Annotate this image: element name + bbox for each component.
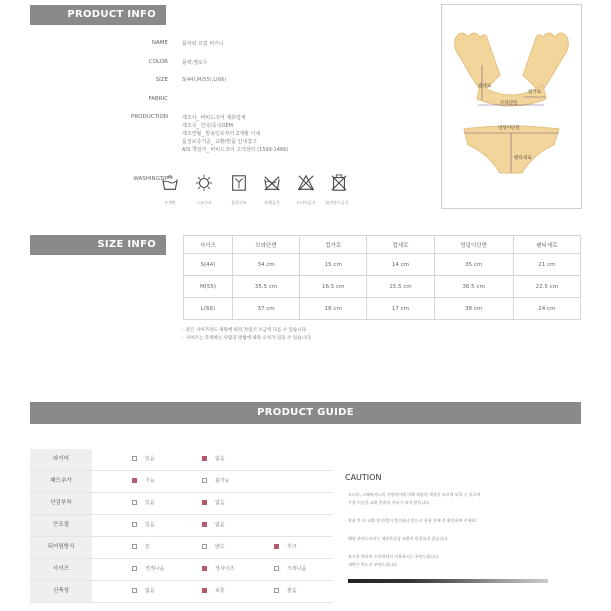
no-iron-icon	[297, 174, 315, 192]
guide-label: 와이어	[30, 449, 92, 470]
checkbox[interactable]	[132, 566, 137, 571]
checkbox-checked[interactable]	[274, 544, 279, 549]
guide-row-stretch	[30, 581, 332, 603]
checkbox[interactable]	[202, 478, 207, 483]
guide-option: 보통	[202, 588, 225, 595]
table-cell: L(66)	[184, 298, 233, 320]
color-label: COLOR	[148, 59, 168, 65]
guide-option: 후크	[274, 544, 297, 551]
guide-row-closure	[30, 537, 332, 559]
no-bleach-icon	[263, 174, 281, 192]
checkbox-checked[interactable]	[202, 588, 207, 593]
production-line: 제조연월_ 발송일로부터 2개월 이내	[182, 131, 261, 137]
fabric-label: FABRIC	[148, 96, 168, 102]
washing-caption: 그늘건조	[196, 200, 212, 205]
guide-row-wire	[30, 449, 332, 471]
table-cell: 34 cm	[232, 254, 299, 276]
guide-option: 있음	[132, 522, 155, 529]
size-table	[183, 235, 581, 320]
caution-gradient-bar	[348, 579, 548, 583]
diagram-label-right: 컵가로	[528, 90, 542, 95]
guide-row-strap	[30, 515, 332, 537]
checkbox[interactable]	[274, 588, 279, 593]
guide-label: 패드추가	[30, 471, 92, 492]
no-dryclean-icon	[330, 174, 348, 192]
size-info-header: SIZE INFO	[30, 235, 166, 255]
checkbox[interactable]	[274, 566, 279, 571]
table-cell: 15 cm	[300, 254, 367, 276]
production-line: 품질보증기준_ 교환/반품 안내참고	[182, 139, 257, 145]
table-cell: 36.5 cm	[434, 276, 513, 298]
table-row	[184, 298, 581, 320]
table-cell: 21 cm	[513, 254, 580, 276]
guide-label: 뒤여밈방식	[30, 537, 92, 558]
column-header: 브라단면	[232, 236, 299, 254]
checkbox[interactable]	[132, 588, 137, 593]
table-cell: 15.5 cm	[367, 276, 434, 298]
diagram-label-bottom: 팬티세로	[514, 156, 532, 161]
shade-dry-icon	[230, 174, 248, 192]
guide-option: 없음	[202, 456, 225, 463]
guide-label: 끈조절	[30, 515, 92, 536]
caution-line: 착용 후 또 교환 및 환불이 불가하니 반드시 착용 전에 꼭 확인하여 주세요!	[348, 518, 477, 523]
washing-caption: 표백금지	[264, 200, 280, 205]
washingtip-label: WASHINGTIP	[133, 176, 168, 182]
guide-option: 끈	[132, 544, 150, 551]
checkbox-checked[interactable]	[202, 456, 207, 461]
table-cell: 37 cm	[232, 298, 299, 320]
guide-option: 정사이즈	[202, 566, 234, 573]
product-diagram	[441, 4, 582, 209]
table-cell: M(55)	[184, 276, 233, 298]
color-value: 블랙,옐로우	[182, 60, 208, 66]
guide-option: 좋음	[274, 588, 297, 595]
guide-option: 불가능	[202, 478, 230, 485]
guide-label: 안감부착	[30, 493, 92, 514]
size-value: S(44),M(55),L(66)	[182, 77, 227, 83]
guide-row-lining	[30, 493, 332, 515]
checkbox[interactable]	[202, 544, 207, 549]
product-guide-header: PRODUCT GUIDE	[30, 402, 581, 424]
production-line: A/S 책임자_ 바비드코어 고객센터 (1599-1466)	[182, 147, 289, 153]
bikini-illustration	[442, 5, 581, 208]
size-note: · 사이즈는 측정하는 사람과 방법에 따라 오차가 있을 수 있습니다.	[183, 336, 312, 341]
column-header: 컵가로	[300, 236, 367, 254]
guide-row-pad	[30, 471, 332, 493]
caution-line: 가장 비슷한 교환 반품의 사유가 되지 않습니다.	[348, 500, 431, 505]
diagram-label-waist: 엉덩이단면	[498, 126, 520, 131]
table-cell: 35 cm	[434, 254, 513, 276]
table-cell: 24 cm	[513, 298, 580, 320]
table-cell: 22.5 cm	[513, 276, 580, 298]
table-row	[184, 254, 581, 276]
guide-option: 작게나옴	[132, 566, 164, 573]
table-row	[184, 276, 581, 298]
caution-title: CAUTION	[345, 473, 382, 482]
no-dry-icon	[195, 174, 213, 192]
diagram-label-left: 컵세로	[478, 84, 492, 89]
guide-option: 밴드	[202, 544, 225, 551]
table-cell: 38 cm	[434, 298, 513, 320]
caution-panel	[340, 449, 581, 603]
guide-option: 없음	[202, 522, 225, 529]
production-values	[182, 114, 352, 154]
guide-row-size	[30, 559, 332, 581]
washing-caption: 손세탁	[164, 200, 176, 205]
guide-option: 크게나옴	[274, 566, 306, 573]
washing-icons	[158, 174, 378, 214]
table-cell: S(44)	[184, 254, 233, 276]
diagram-label-center: 브라단면	[500, 101, 518, 106]
caution-line: 해당 바비드코어는 제품특성상 교환이 반품되지 않습니다.	[348, 536, 449, 541]
guide-option: 있음	[132, 456, 155, 463]
checkbox[interactable]	[132, 456, 137, 461]
checkbox[interactable]	[132, 522, 137, 527]
checkbox-checked[interactable]	[202, 522, 207, 527]
washing-caption: 음평건조	[231, 200, 247, 205]
guide-option: 없음	[132, 588, 155, 595]
product-info-header: PRODUCT INFO	[30, 5, 166, 25]
column-header: 사이즈	[184, 236, 233, 254]
hand-wash-icon	[161, 174, 179, 192]
caution-line: 세탁은 반드시 부탁드립니다.	[348, 562, 399, 567]
name-label: NAME	[151, 40, 168, 46]
table-cell: 14 cm	[367, 254, 434, 276]
washing-caption: 회전탈수금지	[325, 200, 349, 205]
checkbox-checked[interactable]	[132, 478, 137, 483]
table-cell: 17 cm	[367, 298, 434, 320]
checkbox-checked[interactable]	[202, 566, 207, 571]
name-value: 플라워 프릴 비키니	[182, 41, 224, 47]
size-note: · 같은 사이즈라도 제원에 따라 작업시 조금씩 다를 수 있습니다.	[183, 328, 308, 333]
production-line: 제조국_ 한국/중국OEM	[182, 123, 233, 129]
production-label: PRODUCTION	[131, 114, 168, 120]
checkbox[interactable]	[132, 500, 137, 505]
production-line: 제조사_ 바비드코어 제휴업체	[182, 115, 246, 121]
caution-line: 유기적 원단의 주의하셔서 사용하시는 부탁드립니다.	[348, 554, 440, 559]
checkbox[interactable]	[132, 544, 137, 549]
column-header: 팬티세로	[513, 236, 580, 254]
table-cell: 16.5 cm	[300, 276, 367, 298]
guide-option: 있음	[132, 500, 155, 507]
size-label: SIZE	[155, 77, 168, 83]
washing-caption: 드라이금지	[296, 200, 316, 205]
checkbox-checked[interactable]	[202, 500, 207, 505]
guide-option: 없음	[202, 500, 225, 507]
table-cell: 35.5 cm	[232, 276, 299, 298]
guide-label: 사이즈	[30, 559, 92, 580]
guide-label: 신축성	[30, 581, 92, 602]
column-header: 엉덩이단면	[434, 236, 513, 254]
table-cell: 18 cm	[300, 298, 367, 320]
column-header: 컵세로	[367, 236, 434, 254]
size-table-header	[184, 236, 581, 254]
guide-option: 가능	[132, 478, 155, 485]
caution-line: 모니터, 그래픽카드의 사양차이에 의해 제품의 색상이 다르게 보일 수 있으며	[348, 492, 481, 497]
